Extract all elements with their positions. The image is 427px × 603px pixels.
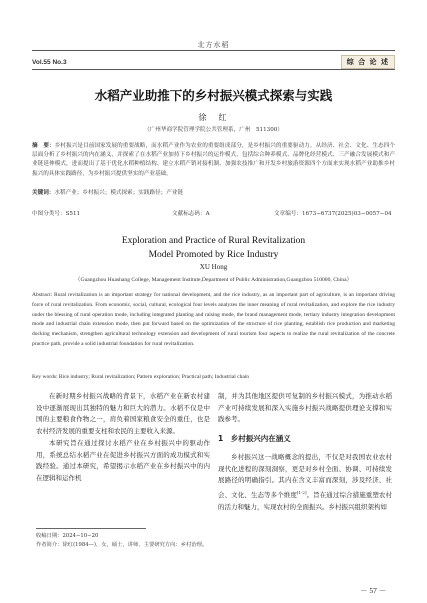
article-title-en [0, 234, 427, 262]
affiliation-en: （Guangzhou Huashang College, Management Institute,Department of Public Administration,Guangzhou 510000, China） [74, 277, 353, 283]
article-title-cn: 水稻产业助推下的乡村振兴模式探索与实践 [94, 88, 333, 103]
body-paragraph: 本研究旨在通过探讨水稻产业在乡村振兴中的驱动作用，系统总结水稻产业在促进乡村振兴方面的成功模式和实践经验。通过本研究，希望揭示水稻产业在乡村振兴中的内在逻辑和运作机 [36, 438, 210, 482]
body-paragraph: 在新时期乡村振兴战略的背景下，水稻产业在新农村建设中逐渐展现出其独特的魅力和巨大的潜力。水稻不仅是中国的主要粮食作物之一，肩负着国家粮食安全的重任，也是农村经济发展的重要支柱和农民的主要收入来源。 [36, 392, 210, 436]
author-name-cn: 徐 红 [198, 113, 229, 122]
section-heading: 1 乡村振兴内在涵义 [218, 434, 291, 444]
keywords-en-text: Rice industry; Rural revitalization; Pattern exploration; Practical path; Industrial chain [58, 374, 250, 380]
body-paragraph: 制，并为其他地区提供可复制的乡村振兴模式，为推动水稻产业可持续发展和深入实施乡村振兴战略提供理论支撑和实践参考。 [218, 392, 392, 424]
keywords-en [32, 374, 395, 380]
abstract-en-text: Rural revitalization is an important strategy for national development, and the rice industry, as an important part of agriculture, is an important driving force of rural revitalization. From economic, social, cultural, ecological four levels analyzes the inner meaning of rural revitalization, and explore the rice industry under the blessing of rural operation mode, including integrated planting and raising mode, the brand management mode, tertiary industry integration development mode and industrial chain extension mode, then put forward based on the optimization of the structure of rice planting, establish rice production and marketing docking mechanism, strengthen agricultural technology extension and development of rural tourism four aspects to realize the rural revitalization of the concrete practice path, provide a solid industrial foundation for rural revitalization. [32, 292, 396, 347]
body-paragraph [218, 452, 392, 514]
body-column-right [218, 391, 392, 513]
citation-ref: [1-2] [296, 489, 307, 495]
body-text: 。旨在通过综合措施重塑农村的活力和魅力，实现农村的全面振兴。乡村振兴组织架构如 [218, 491, 393, 511]
author-bio: 作者简介：徐红(1984—)，女，硕士，讲师，主要研究方向：乡村治理。 [36, 542, 208, 548]
header-rule-bottom [32, 69, 395, 70]
column-badge: 综 合 论 述 [341, 55, 395, 69]
abstract-en [32, 291, 395, 350]
footnotes [36, 532, 210, 550]
keywords-en-label: Key words: [32, 374, 58, 380]
abstract-cn [32, 142, 395, 179]
abstract-en-label: Abstract: [32, 292, 53, 298]
body-text: 乡村振兴这一战略概念的提出，不仅是对我国农业农村现代化进程的深刻洞察，更是对乡村全面、协调、可持续发展路径的明确指引。其内在含义丰富而深刻，涉及经济、社会、文化、生态等多个维度 [218, 452, 392, 500]
journal-name: 北方水稻 [197, 41, 230, 49]
title-en-line2: Model Promoted by Rice Industry [148, 250, 279, 260]
body-column-left [36, 391, 210, 485]
author-name-en: XU Hong [199, 263, 228, 271]
abstract-cn-text: 乡村振兴是目前国家发展的重要战略，而水稻产业作为农业的重要组成部分，是乡村振兴的重要驱动力。从经济、社会、文化、生态四个层面分析了乡村振兴的内在涵义，并探索了在水稻产业加持下乡村振兴的运作模式，包括综合种养模式、品牌化经营模式、三产融合发展模式和产业链延伸模式，进而提出了基于优化水稻种植结构、建立水稻产销对接机制、加强农技推广和开发乡村旅游资源四个方面来实现水稻产业助推乡村振兴的具体实践路径，为乡村振兴提供坚实的产业基础。 [32, 143, 395, 177]
article-id: 文章编号：1673−6737(2025)03−0057−04 [274, 211, 392, 217]
title-en-line1: Exploration and Practice of Rural Revitalization [121, 236, 306, 246]
abstract-cn-label: 摘 要： [32, 143, 55, 149]
affiliation-cn: （广州华商学院管理学院公共管理系，广州 511300） [144, 127, 283, 133]
page-number: － 57 － [360, 586, 387, 595]
keywords-cn [32, 188, 395, 196]
header-rule-top [32, 50, 395, 51]
keywords-cn-label: 关键词： [32, 190, 55, 196]
clc-number: 中图分类号：S511 [32, 211, 81, 217]
footnote-rule [36, 528, 146, 529]
document-code: 文献标志码：A [172, 211, 210, 217]
received-date: 收稿日期：2024−10−20 [36, 533, 99, 539]
keywords-cn-text: 水稻产业；乡村振兴；模式探索；实践路径；产业链 [54, 190, 184, 196]
volume-issue: Vol.55 No.3 [32, 59, 67, 66]
